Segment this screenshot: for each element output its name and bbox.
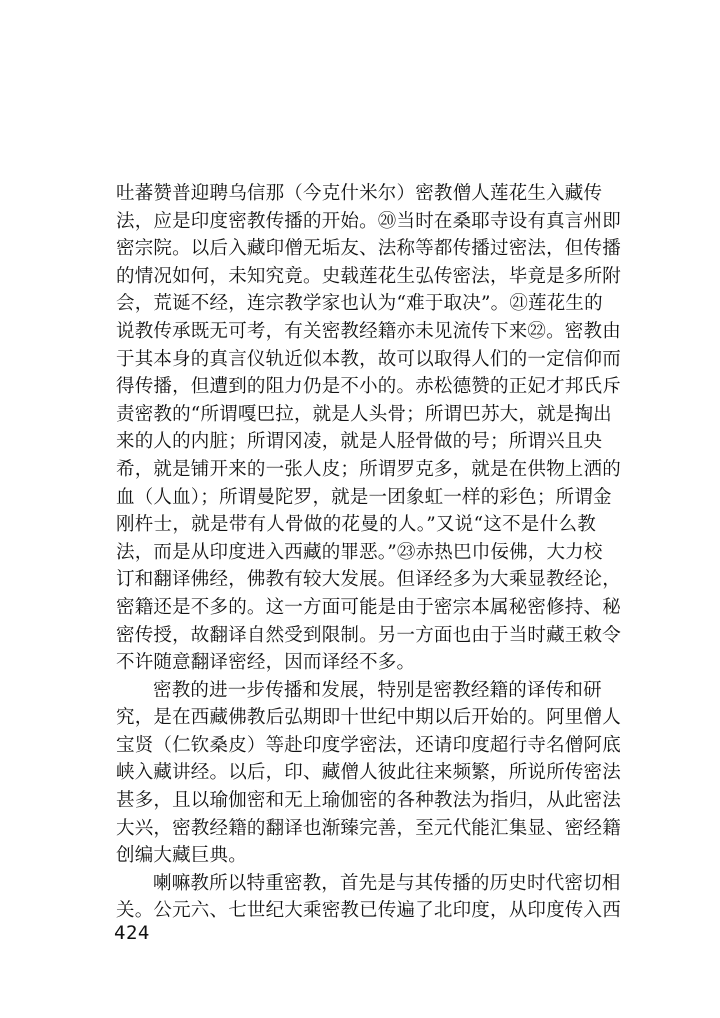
text-line: 密籍还是不多的。这一方面可能是由于密宗本属秘密修持、秘 bbox=[116, 596, 621, 618]
text-line: 峡入藏讲经。以后，印、藏僧人彼此往来频繁，所说所传密法 bbox=[116, 762, 621, 784]
text-line: 法，应是印度密教传播的开始。⑳当时在桑耶寺设有真言州即 bbox=[116, 210, 621, 232]
paragraph-start-line: 喇嘛教所以特重密教，首先是与其传播的历史时代密切相 bbox=[153, 872, 621, 894]
text-line: 订和翻译佛经，佛教有较大发展。但译经多为大乘显教经论， bbox=[116, 569, 621, 591]
text-line: 不许随意翻译密经，因而译经不多。 bbox=[116, 652, 416, 674]
text-line: 究，是在西藏佛教后弘期即十世纪中期以后开始的。阿里僧人 bbox=[116, 707, 621, 729]
text-line: 得传播，但遭到的阻力仍是不小的。赤松德赞的正妃才邦氏斥 bbox=[116, 376, 621, 398]
text-line: 希，就是铺开来的一张人皮；所谓罗克多，就是在供物上洒的 bbox=[116, 458, 621, 480]
text-line: 法，而是从印度进入西藏的罪恶。”㉓赤热巴巾佞佛，大力校 bbox=[116, 541, 603, 563]
text-line: 刚杵士，就是带有人骨做的花曼的人。”又说“这不是什么教 bbox=[116, 514, 596, 536]
text-line: 关。公元六、七世纪大乘密教已传遍了北印度，从印度传入西 bbox=[116, 900, 621, 922]
text-line: 大兴，密教经籍的翻译也渐臻完善，至元代能汇集显、密经籍 bbox=[116, 817, 621, 839]
body-text bbox=[116, 180, 621, 925]
paragraph-start-line: 密教的进一步传播和发展，特别是密教经籍的译传和研 bbox=[153, 679, 602, 701]
text-line: 创编大藏巨典。 bbox=[116, 845, 247, 867]
text-line: 会，荒诞不经，连宗教学家也认为“难于取决”。㉑莲花生的 bbox=[116, 293, 603, 315]
text-line: 密宗院。以后入藏印僧无垢友、法称等都传播过密法，但传播 bbox=[116, 238, 621, 260]
text-line: 说教传承既无可考，有关密教经籍亦未见流传下来㉒。密教由 bbox=[116, 320, 621, 342]
page-number: 424 bbox=[114, 922, 150, 944]
text-line: 来的人的内脏；所谓冈凌，就是人胫骨做的号；所谓兴且央 bbox=[116, 431, 603, 453]
text-line: 血（人血）；所谓曼陀罗，就是一团象虹一样的彩色；所谓金 bbox=[116, 486, 612, 508]
text-line: 于其本身的真言仪轨近似本教，故可以取得人们的一定信仰而 bbox=[116, 348, 621, 370]
text-line: 吐蕃赞普迎聘乌信那（今克什米尔）密教僧人莲花生入藏传 bbox=[116, 183, 603, 204]
text-line: 宝贤（仁钦桑皮）等赴印度学密法，还请印度超行寺名僧阿底 bbox=[116, 734, 621, 756]
text-line: 的情况如何，未知究竟。史载莲花生弘传密法，毕竟是多所附 bbox=[116, 265, 621, 287]
text-line: 密传授，故翻译自然受到限制。另一方面也由于当时藏王敕令 bbox=[116, 624, 621, 646]
text-line: 责密教的“所谓嘎巴拉，就是人头骨；所谓巴苏大，就是掏出 bbox=[116, 403, 612, 425]
text-line: 甚多，且以瑜伽密和无上瑜伽密的各种教法为指归，从此密法 bbox=[116, 790, 621, 812]
